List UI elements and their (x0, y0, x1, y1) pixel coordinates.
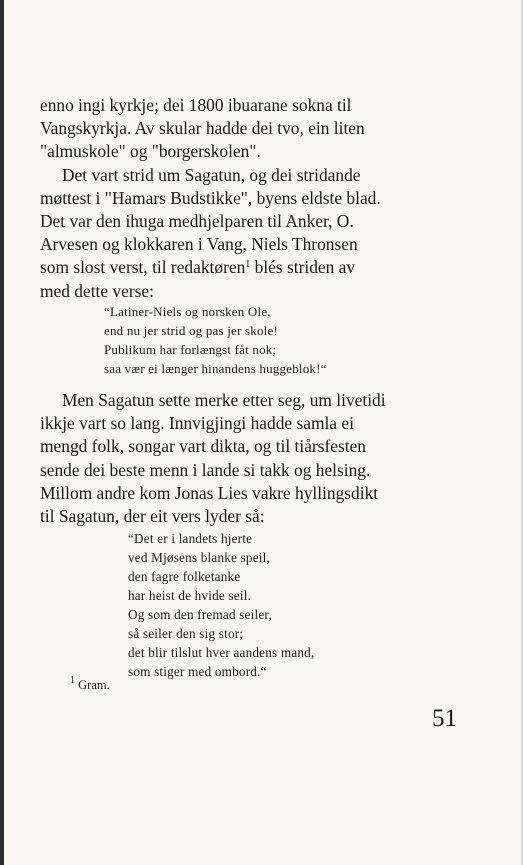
verse-line: det blir tilslut hver aandens mand, (128, 645, 315, 660)
text-line: til Sagatun, der eit vers lyder så: (40, 506, 265, 527)
text-line: enno ingi kyrkje; dei 1800 ibuarane sokna til (40, 95, 352, 115)
text-fragment: blés striden av (250, 257, 356, 278)
verse-line: så seiler den sig stor; (128, 626, 244, 641)
paragraph-1 (40, 94, 416, 164)
footnote (70, 677, 110, 693)
verse-line: som stiger med ombord.“ (128, 664, 267, 679)
paragraph-block-2 (40, 389, 416, 528)
paragraph-3 (40, 389, 416, 528)
text-line: Det vart strid um Sagatun, og dei stridande (62, 164, 361, 185)
verse-line: Publikum har forlængst fåt nok; (104, 342, 277, 357)
text-fragment: som slost verst, til redaktøren (40, 257, 246, 278)
verse-line: “Latiner-Niels og norsken Ole, (104, 304, 271, 319)
text-line: Millom andre kom Jonas Lies vakre hyllingsdikt (40, 482, 379, 503)
verse-line: Og som den fremad seiler, (128, 607, 272, 622)
verse-line: saa vær ei længer hinandens huggeblok!“ (104, 361, 327, 376)
footnote-reference: 1 (245, 259, 251, 271)
text-line: Det var den ihuga medhjelparen til Anker, O. (40, 211, 354, 232)
text-line: "almuskole" og "borgerskolen". (40, 141, 261, 162)
verse-quotation-2 (128, 529, 314, 681)
text-line: ikkje vart so lang. Innvigjingi hadde samla ei (40, 413, 354, 434)
verse-line: “Det er i landets hjerte (128, 531, 253, 546)
text-line: med dette verse: (40, 280, 154, 301)
page-number: 51 (432, 705, 457, 732)
verse-line: end nu jer strid og pas jer skole! (104, 323, 278, 338)
verse-line: ved Mjøsens blanke speil, (128, 550, 270, 565)
verse-line: har heist de hvide seil. (128, 588, 252, 603)
text-line: Vangskyrkja. Av skular hadde dei tvo, ein liten (40, 118, 365, 139)
text-line: sende dei beste menn i lande si takk og helsing. (40, 459, 371, 480)
footnote-marker: 1 (70, 675, 75, 686)
verse-quotation-1 (104, 302, 327, 378)
text-line: Men Sagatun sette merke etter seg, um livetidi (62, 390, 386, 410)
paragraph-2 (40, 164, 416, 303)
page-edge-shadow (0, 0, 4, 865)
paragraph-block-1 (40, 94, 416, 303)
text-line: møttest i "Hamars Budstikke", byens eldste blad. (40, 187, 381, 208)
text-line: mengd folk, songar vart dikta, og til tiårsfesten (40, 436, 366, 457)
verse-line: den fagre folketanke (128, 569, 241, 584)
text-line (40, 257, 355, 277)
footnote-text: Gram. (75, 678, 110, 692)
text-line: Arvesen og klokkaren i Vang, Niels Thronsen (40, 234, 358, 255)
